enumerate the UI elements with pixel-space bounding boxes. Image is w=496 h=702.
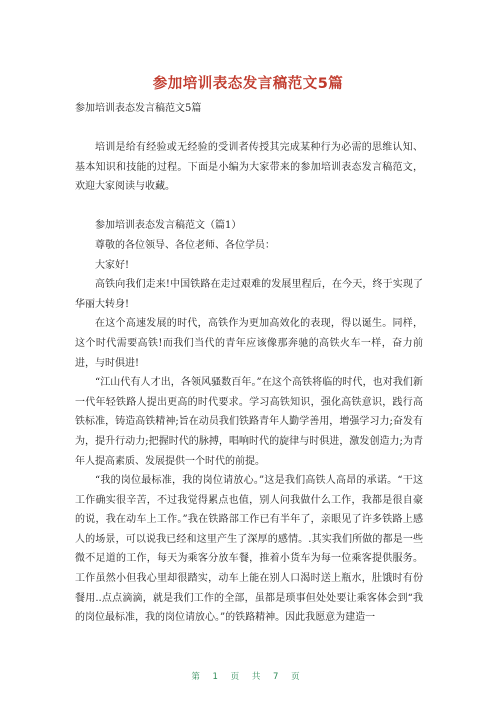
document-title: 参加培训表态发言稿范文5篇 [152,76,344,92]
page-footer: 第 1 页 共 7 页 [191,672,305,682]
body-paragraph: “我的岗位最标准，我的岗位请放心。”这是我们高铁人高昂的承诺。“干这工作确实很辛苦，不过我觉得累点也值，别人问我做什么工作，我都是很自豪的说，我在动车上工作。”我在铁路部工作已有半年了，亲眼见了许多铁路上感人的场景，可以说我已经和这里产生了深厚的感情。.其实我们所做的都是一些微不足道的工作，每天为乘客分放车餐，推着小货车为每一位乘客提供服务。工作虽然小但我心里却很踏实，动车上能在别人口渴时送上瓶水，肚饿时有份餐用..点点滴滴，就是我们工作的全部，虽都是琐事但处处要让乘客体会到“我的岗位最标准，我的岗位请放心。”的铁路精神。因此我愿意为建造一 [75,475,423,624]
greeting: 大家好! [95,259,130,271]
intro-paragraph: 培训是给有经验或无经验的受训者传授其完成某种行为必需的思维认知、基本知识和技能的过程。下面是小编为大家带来的参加培训表态发言稿范文，欢迎大家阅读与收藏。 [75,142,423,193]
body-paragraph: 高铁向我们走来!中国铁路在走过艰难的发展里程后，在今天，终于实现了华丽大转身! [75,279,423,310]
document-subtitle: 参加培训表态发言稿范文5篇 [75,103,202,114]
body-paragraph: 在这个高速发展的时代，高铁作为更加高效化的表现，得以诞生。同样，这个时代需要高铁!而我们当代的青年应该像那奔驰的高铁火车一样，奋力前进，与时俱进! [75,318,423,369]
salutation: 尊敬的各位领导、各位老师、各位学员： [95,239,275,251]
section-heading: 参加培训表态发言稿范文（篇1） [95,220,242,232]
document-body [75,138,423,628]
body-paragraph: “江山代有人才出，各领风骚数百年。”在这个高铁将临的时代，也对我们新一代年轻铁路人提出更高的时代要求。学习高铁知识，强化高铁意识，践行高铁标准，铸造高铁精神;旨在动员我们铁路青年人勤学善用，增强学习力;奋发有为，提升行动力;把握时代的脉搏，唱响时代的旋律与时俱进，激发创造力;为青年人提高素质、发展提供一个时代的前提。 [75,377,423,467]
